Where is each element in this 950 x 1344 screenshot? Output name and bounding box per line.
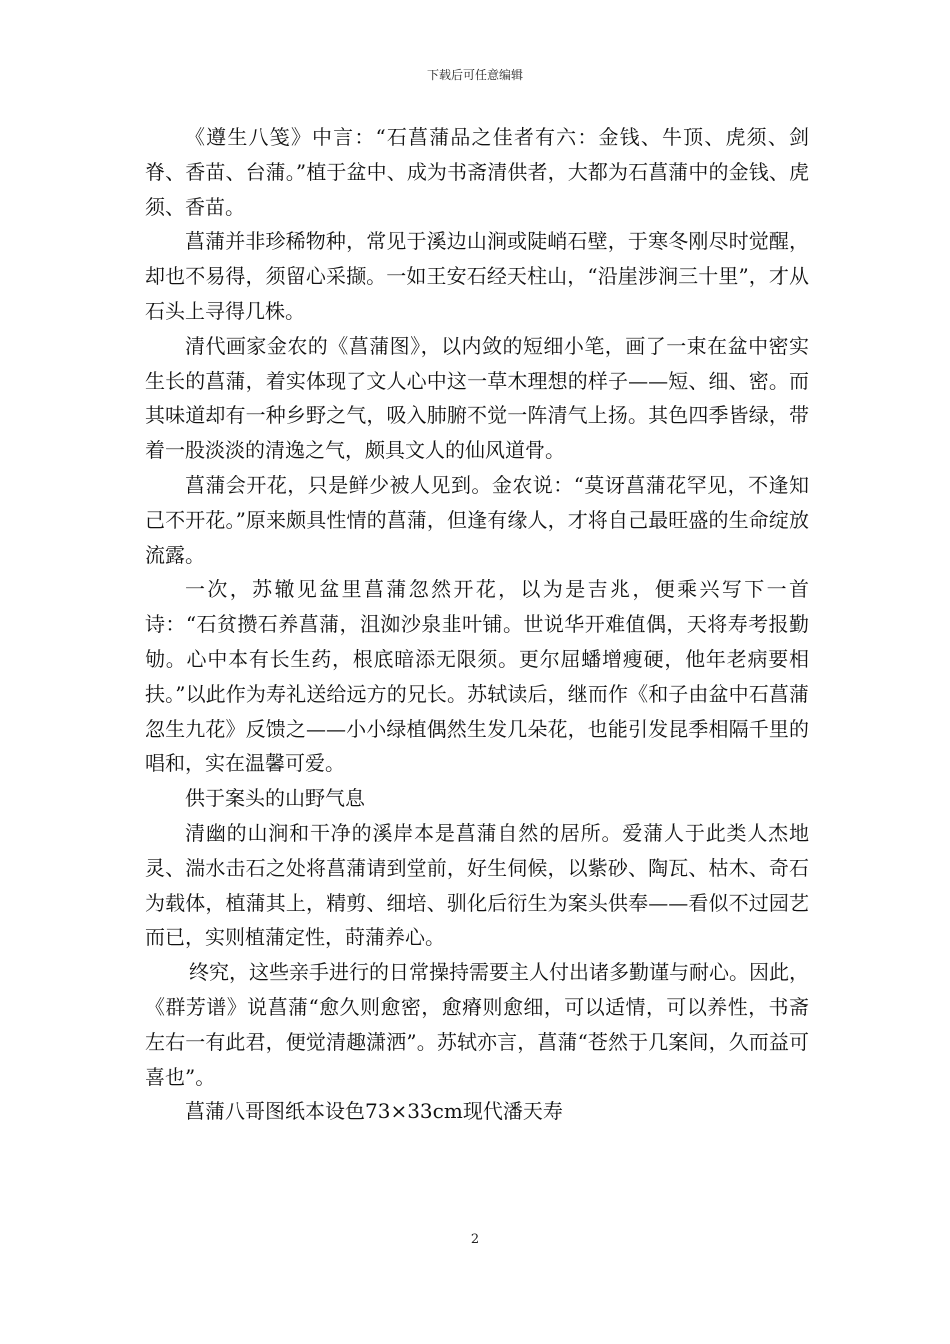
paragraph-changpu-habitat: 菖蒲并非珍稀物种，常见于溪边山涧或陡峭石壁，于寒冬刚尽时觉醒，却也不易得，须留心采撷。一如王安石经天柱山，“沿崖涉涧三十里”，才从石头上寻得几株。 xyxy=(145,229,809,323)
document-body xyxy=(145,120,809,1129)
paragraph-zunsheng-bajian: 《遵生八笺》中言：“石菖蒲品之佳者有六：金钱、牛顶、虎须、剑脊、香苗、台蒲。”植于盆中、成为书斋清供者，大都为石菖蒲中的金钱、虎须、香苗。 xyxy=(145,125,809,219)
paragraph-qunfang-pu: 终究，这些亲手进行的日常操持需要主人付出诸多勤谨与耐心。因此，《群芳谱》说菖蒲“愈久则愈密，愈瘠则愈细，可以适情，可以养性，书斋左右一有此君，便觉清趣潇洒”。苏轼亦言，菖蒲“苍然于几案间，久而益可喜也”。 xyxy=(145,960,809,1089)
section-heading: 供于案头的山野气息 xyxy=(185,786,365,811)
paragraph-changpu-flower: 菖蒲会开花，只是鲜少被人见到。金农说：“莫讶菖蒲花罕见，不逢知己不开花。”原来颇具性情的菖蒲，但逢有缘人，才将自己最旺盛的生命绽放流露。 xyxy=(145,472,809,567)
paragraph-jin-nong-painting: 清代画家金农的《菖蒲图》，以内敛的短细小笔，画了一束在盆中密实生长的菖蒲，着实体现了文人心中这一草木理想的样子——短、细、密。而其味道却有一种乡野之气，吸入肺腑不觉一阵清气上扬。其色四季皆绿，带着一股淡淡的清逸之气，颇具文人的仙风道骨。 xyxy=(145,333,809,463)
page-number: 2 xyxy=(470,1232,480,1247)
paragraph-su-zhe-poem: 一次，苏辙见盆里菖蒲忽然开花，以为是吉兆，便乘兴写下一首诗：“石贫攒石养菖蒲，沮洳沙泉韭叶铺。世说华开难值偶，天将寿考报勤劬。心中本有长生药，根底暗添无限须。更尔屈蟠增瘦硬，他年老病要相扶。”以此作为寿礼送给远方的兄长。苏轼读后，继而作《和子由盆中石菖蒲忽生九花》反馈之——小小绿植偶然生发几朵花，也能引发昆季相隔千里的唱和，实在温馨可爱。 xyxy=(145,577,809,776)
image-caption: 菖蒲八哥图纸本设色73×33cm现代潘天寿 xyxy=(185,1099,563,1124)
page-header: 下载后可任意编辑 xyxy=(426,68,523,82)
paragraph-mountain-stream: 清幽的山涧和干净的溪岸本是菖蒲自然的居所。爱蒲人于此类人杰地灵、湍水击石之处将菖蒲请到堂前，好生伺候，以紫砂、陶瓦、枯木、奇石为载体，植蒲其上，精剪、细培、驯化后衍生为案头供奉——看似不过园艺而已，实则植蒲定性，莳蒲养心。 xyxy=(145,820,809,950)
